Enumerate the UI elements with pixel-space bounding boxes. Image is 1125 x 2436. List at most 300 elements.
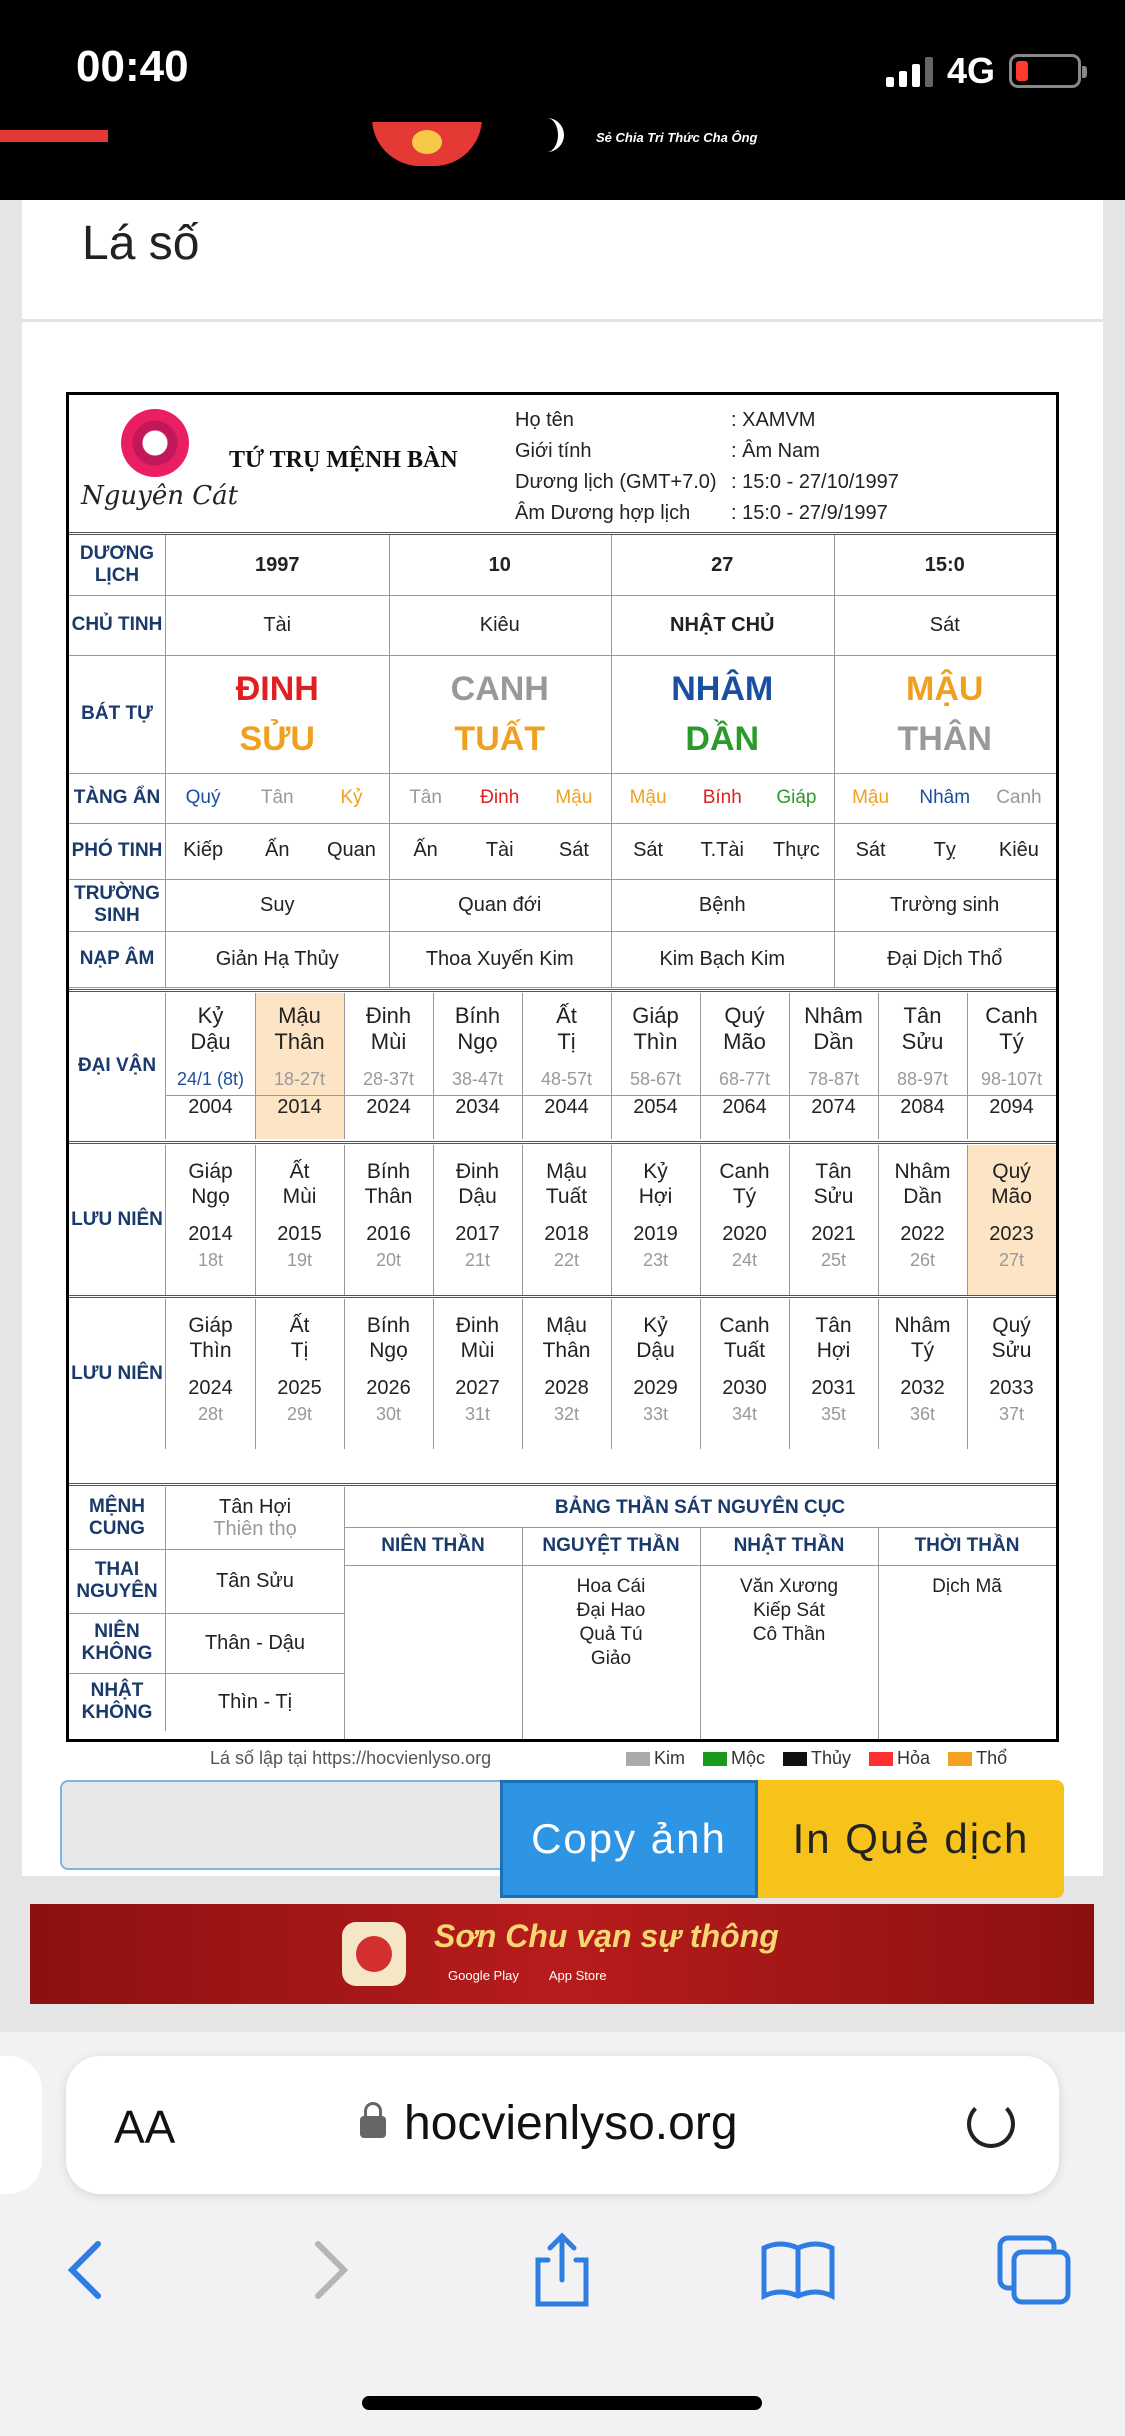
footer-note: Lá số lập tại https://hocvienlyso.org [210, 1748, 492, 1768]
dai-van-year: 2014 [277, 1096, 322, 1118]
dai-van-col [255, 1003, 344, 1119]
luu-nien-col [166, 1313, 255, 1425]
luu-nien-can: Ất [289, 1160, 310, 1183]
tang-an-item: Kỷ [340, 787, 363, 808]
banner-stores [448, 1968, 607, 1983]
legend-label: Hỏa [897, 1748, 931, 1768]
luu-nien-chi: Sửu [813, 1185, 854, 1208]
luu-nien-age: 27t [998, 1250, 1025, 1270]
row-label-tang_an: TÀNG ẨN [69, 773, 166, 823]
pillar-truong-sinh: Quan đới [458, 893, 542, 916]
luu-nien-chi: Sửu [991, 1339, 1032, 1362]
info-key: Giới tính [515, 440, 592, 462]
luu-nien-col [967, 1159, 1056, 1271]
luu-nien-can: Bính [366, 1160, 411, 1183]
pillar-can: CANH [450, 670, 549, 708]
tang-an-item: Mậu [852, 787, 890, 808]
dai-van-age: 28-37t [362, 1069, 415, 1089]
dai-van-can: Đinh [365, 1003, 412, 1028]
luu-nien-age: 35t [820, 1404, 847, 1424]
info-value: : 15:0 - 27/10/1997 [731, 471, 899, 493]
luu-nien-chi: Ngọ [191, 1185, 230, 1208]
dai-van-chi: Tý [999, 1029, 1024, 1054]
luu-nien-col [878, 1159, 967, 1271]
row-label-thai_nguyen: THAI NGUYÊN [69, 1549, 166, 1613]
dai-van-chi: Dậu [190, 1029, 231, 1054]
legend-label: Kim [654, 1748, 685, 1768]
thai-nguyen-value: Tân Sửu [216, 1569, 294, 1592]
luu-nien-can: Tân [815, 1160, 852, 1183]
pho-tinh-item: Tài [485, 839, 514, 861]
pho-tinh-item: Kiêu [998, 839, 1039, 861]
dai-van-year: 2094 [989, 1096, 1034, 1118]
dai-van-year: 2044 [544, 1096, 589, 1118]
luu-nien-col [700, 1159, 789, 1271]
pillar-nap-am: Kim Bạch Kim [659, 947, 786, 970]
browser-toolbar [0, 2220, 1125, 2320]
app-store-badge[interactable]: App Store [548, 1968, 607, 1983]
pillar-can: MẬU [906, 670, 984, 708]
row-label-pho_tinh: PHÓ TINH [69, 823, 166, 879]
info-value: : Âm Nam [731, 440, 820, 462]
dai-van-year: 2004 [188, 1096, 233, 1118]
dai-van-can: Tân [903, 1003, 942, 1028]
luu-nien-can: Mậu [546, 1160, 587, 1183]
luu-nien-age: 28t [197, 1404, 224, 1424]
title-area [22, 200, 1103, 322]
luu-nien-year: 2016 [366, 1223, 411, 1245]
site-tagline: Sẻ Chia Tri Thức Cha Ông [596, 130, 758, 145]
pho-tinh-item: Kiếp [183, 839, 224, 861]
pillar-chu-tinh: NHẬT CHỦ [670, 613, 775, 636]
legend-label: Mộc [731, 1748, 766, 1768]
dai-van-can: Giáp [632, 1003, 679, 1028]
menh-cung-sub: Thiên thọ [213, 1518, 297, 1540]
luu-nien-chi: Dậu [458, 1185, 497, 1208]
luu-nien-year: 2017 [455, 1223, 500, 1245]
luu-nien-age: 33t [642, 1404, 669, 1424]
row-label-luu-nien: LƯU NIÊN [69, 1299, 166, 1449]
pillar-duong-lich: 1997 [255, 553, 300, 576]
luu-nien-chi: Hợi [638, 1185, 673, 1208]
legend-swatch [626, 1752, 650, 1766]
luu-nien-year: 2021 [811, 1223, 856, 1245]
dai-van-age: 98-107t [980, 1069, 1043, 1089]
legend-label: Thủy [811, 1748, 852, 1768]
chart-title: TỨ TRỤ MỆNH BÀN [229, 447, 458, 473]
info-key: Âm Dương hợp lịch [515, 502, 691, 524]
element-legend [626, 1748, 1007, 1769]
luu-nien-chi: Tý [910, 1339, 935, 1362]
nien-khong-value: Thân - Dậu [204, 1631, 306, 1654]
pho-tinh-item: Sát [558, 839, 589, 861]
luu-nien-chi: Thìn [189, 1339, 232, 1362]
luu-nien-chi: Mùi [282, 1185, 317, 1208]
pillar-bat-tu [166, 655, 389, 773]
tabs-icon[interactable] [994, 2230, 1074, 2310]
dai-van-year: 2074 [811, 1096, 856, 1118]
pillar-duong-lich: 27 [711, 553, 734, 576]
dai-van-can: Kỷ [197, 1003, 224, 1028]
tang-an-item: Quý [185, 787, 221, 808]
luu-nien-age: 22t [553, 1250, 580, 1270]
than-sat-item: Văn Xương [739, 1576, 839, 1597]
dai-van-chi: Mùi [370, 1029, 407, 1054]
previous-tab[interactable] [0, 2056, 42, 2194]
tang-an-item: Nhâm [919, 787, 971, 808]
signal-icon [886, 55, 933, 87]
luu-nien-can: Canh [719, 1160, 770, 1183]
luu-nien-year: 2030 [722, 1377, 767, 1399]
luu-nien-col [789, 1159, 878, 1271]
google-play-badge[interactable]: Google Play [448, 1968, 519, 1983]
luu-nien-chi: Thân [364, 1185, 413, 1208]
row-label-duong_lich: DƯƠNG LỊCH [69, 535, 166, 595]
luu-nien-year: 2032 [900, 1377, 945, 1399]
than-sat-item: Kiếp Sát [753, 1600, 825, 1621]
luu-nien-year: 2033 [989, 1377, 1034, 1399]
row-label-dai-van: ĐẠI VẬN [69, 993, 166, 1139]
forward-icon[interactable] [288, 2230, 368, 2310]
luu-nien-col [166, 1159, 255, 1271]
banner-text: Sơn Chu vạn sự thông [434, 1918, 779, 1954]
legend-item [626, 1748, 685, 1769]
luu-nien-col [522, 1313, 611, 1425]
luu-nien-age: 36t [909, 1404, 936, 1424]
luu-nien-can: Nhâm [894, 1160, 951, 1183]
dai-van-can: Mậu [278, 1003, 321, 1028]
luu-nien-age: 23t [642, 1250, 669, 1270]
tang-an-item: Giáp [776, 787, 817, 808]
than-sat-item: Hoa Cái [576, 1576, 646, 1597]
dai-van-can: Ất [556, 1003, 577, 1028]
row-label-luu-nien: LƯU NIÊN [69, 1145, 166, 1295]
dai-van-can: Bính [454, 1003, 501, 1028]
pillar-nap-am: Thoa Xuyến Kim [425, 947, 574, 970]
than-sat-list [522, 1575, 700, 1671]
text-size-button[interactable]: AA [114, 2101, 176, 2153]
file-input-box[interactable] [60, 1780, 504, 1870]
row-label-nap_am: NẠP ÂM [69, 931, 166, 987]
pillar-bat-tu [834, 655, 1057, 773]
row-label-nien_khong: NIÊN KHÔNG [69, 1613, 166, 1673]
dai-van-chi: Thân [274, 1029, 325, 1054]
luu-nien-age: 30t [375, 1404, 402, 1424]
luu-nien-can: Đinh [455, 1314, 500, 1337]
status-time: 00:40 [76, 42, 189, 91]
legend-swatch [783, 1752, 807, 1766]
luu-nien-age: 24t [731, 1250, 758, 1270]
bang-col-header: NHẬT THẦN [733, 1535, 845, 1556]
luu-nien-year: 2014 [188, 1223, 233, 1245]
pillar-chi: THÂN [897, 720, 992, 758]
pillar-can: ĐINH [235, 670, 319, 708]
luu-nien-year: 2028 [544, 1377, 589, 1399]
legend-swatch [948, 1752, 972, 1766]
pillar-chu-tinh: Sát [929, 613, 960, 636]
luu-nien-col [255, 1313, 344, 1425]
luu-nien-year: 2024 [188, 1377, 233, 1399]
battery-icon [1009, 54, 1081, 88]
dai-van-col [433, 1003, 522, 1119]
dai-van-year: 2084 [900, 1096, 945, 1118]
tang-an-item: Tân [409, 787, 442, 808]
luu-nien-year: 2025 [277, 1377, 322, 1399]
luu-nien-can: Ất [289, 1314, 310, 1337]
legend-swatch [703, 1752, 727, 1766]
luu-nien-can: Nhâm [894, 1314, 951, 1337]
pillar-bat-tu [389, 655, 612, 773]
site-logo-icon[interactable] [368, 118, 486, 170]
info-key: Họ tên [515, 409, 574, 431]
url-bar[interactable] [66, 2056, 1059, 2194]
menh-cung-cell [166, 1487, 344, 1549]
luu-nien-chi: Ngọ [369, 1339, 408, 1362]
dai-van-can: Quý [724, 1003, 765, 1028]
status-bar [0, 0, 1125, 200]
pillar-chi: TUẤT [454, 720, 546, 758]
dai-van-age: 18-27t [273, 1069, 326, 1089]
luu-nien-col [878, 1313, 967, 1425]
info-value: : XAMVM [731, 409, 816, 431]
person-info [515, 405, 899, 529]
reload-icon[interactable] [967, 2100, 1015, 2148]
luu-nien-age: 19t [286, 1250, 313, 1270]
luu-nien-can: Quý [992, 1160, 1031, 1183]
luu-nien-chi: Dậu [636, 1339, 675, 1362]
dai-van-col [789, 1003, 878, 1119]
luu-nien-year: 2031 [811, 1377, 856, 1399]
copy-image-button[interactable]: Copy ảnh [500, 1780, 758, 1898]
info-row [515, 405, 899, 436]
dai-van-chi: Mão [723, 1029, 766, 1054]
luu-nien-age: 29t [286, 1404, 313, 1424]
luu-nien-chi: Tuất [545, 1185, 588, 1208]
pillar-truong-sinh: Bệnh [698, 893, 746, 916]
info-row [515, 436, 899, 467]
dai-van-age: 78-87t [807, 1069, 860, 1089]
luu-nien-can: Canh [719, 1314, 770, 1337]
legend-item [869, 1748, 930, 1769]
luu-nien-year: 2019 [633, 1223, 678, 1245]
dai-van-age: 88-97t [896, 1069, 949, 1089]
than-sat-list [878, 1575, 1056, 1599]
luu-nien-can: Kỷ [643, 1314, 668, 1337]
dai-van-age: 48-57t [540, 1069, 593, 1089]
pho-tinh-item: Sát [633, 839, 664, 861]
luu-nien-age: 21t [464, 1250, 491, 1270]
luu-nien-year: 2020 [722, 1223, 767, 1245]
network-type: 4G [946, 50, 995, 91]
pillar-chi: DẦN [685, 720, 760, 758]
pillar-chu-tinh: Tài [263, 613, 292, 636]
dai-van-col [166, 1003, 255, 1119]
pho-tinh-item: T.Tài [700, 839, 744, 861]
tang-an-item: Mậu [555, 787, 593, 808]
luu-nien-can: Tân [815, 1314, 852, 1337]
dai-van-can: Canh [985, 1003, 1038, 1028]
luu-nien-chi: Mùi [460, 1339, 495, 1362]
site-brand-mark-icon [530, 118, 564, 152]
pillar-truong-sinh: Suy [260, 893, 295, 916]
row-label-bat_tu: BÁT TỰ [69, 655, 166, 773]
pillar-bat-tu [611, 655, 834, 773]
than-sat-item: Giảo [590, 1648, 632, 1669]
luu-nien-age: 32t [553, 1404, 580, 1424]
dai-van-age: 68-77t [718, 1069, 771, 1089]
tang-an-item: Bính [702, 787, 742, 808]
pillar-nap-am: Giản Hạ Thủy [215, 947, 339, 970]
info-value: : 15:0 - 27/9/1997 [731, 502, 888, 524]
luu-nien-col [967, 1313, 1056, 1425]
tang-an-item: Mậu [629, 787, 667, 808]
luu-nien-col [611, 1159, 700, 1271]
menh-cung-value: Tân Hợi [218, 1496, 292, 1518]
luu-nien-age: 18t [197, 1250, 224, 1270]
dai-van-col [878, 1003, 967, 1119]
luu-nien-chi: Hợi [816, 1339, 851, 1362]
dai-van-chi: Thìn [633, 1029, 678, 1054]
bang-col-header: NGUYỆT THẦN [542, 1535, 680, 1556]
pillar-chi: SỬU [239, 720, 315, 758]
than-sat-item: Quả Tú [579, 1624, 643, 1645]
dai-van-chi: Ngọ [457, 1029, 498, 1054]
dai-van-year: 2054 [633, 1096, 678, 1118]
dai-van-col [344, 1003, 433, 1119]
dai-van-chi: Sửu [901, 1029, 944, 1054]
luu-nien-col [433, 1313, 522, 1425]
row-label-truong_sinh: TRƯỜNG SINH [69, 879, 166, 931]
luu-nien-col [700, 1313, 789, 1425]
menu-strip[interactable] [0, 130, 108, 142]
than-sat-item: Đại Hao [576, 1600, 646, 1621]
dai-van-col [522, 1003, 611, 1119]
url-text[interactable]: hocvienlyso.org [404, 2097, 738, 2150]
status-indicators [886, 50, 1081, 92]
luu-nien-can: Giáp [188, 1160, 233, 1183]
than-sat-list [700, 1575, 878, 1647]
dai-van-col [700, 1003, 789, 1119]
bang-col-header: THỜI THẦN [914, 1535, 1020, 1556]
luu-nien-age: 20t [375, 1250, 402, 1270]
luu-nien-year: 2022 [900, 1223, 945, 1245]
app-banner[interactable] [30, 1904, 1094, 2004]
luu-nien-chi: Tuất [723, 1339, 766, 1362]
back-icon[interactable] [48, 2230, 128, 2310]
print-que-dich-button[interactable]: In Quẻ dịch [758, 1780, 1064, 1898]
luu-nien-year: 2023 [989, 1223, 1034, 1245]
pillar-duong-lich: 15:0 [924, 553, 965, 576]
dai-van-col [611, 1003, 700, 1119]
pho-tinh-item: Tỵ [933, 839, 956, 861]
luu-nien-age: 31t [464, 1404, 491, 1424]
dai-van-chi: Dần [813, 1029, 854, 1054]
luu-nien-year: 2015 [277, 1223, 322, 1245]
dai-van-year: 2064 [722, 1096, 767, 1118]
pho-tinh-item: Thực [773, 839, 820, 861]
legend-item [783, 1748, 851, 1769]
luu-nien-col [611, 1313, 700, 1425]
bookmarks-icon[interactable] [758, 2230, 838, 2310]
luu-nien-can: Mậu [546, 1314, 587, 1337]
dai-van-year: 2034 [455, 1096, 500, 1118]
luu-nien-year: 2026 [366, 1377, 411, 1399]
dai-van-can: Nhâm [804, 1003, 863, 1028]
tang-an-item: Đinh [480, 787, 520, 808]
pillar-nap-am: Đại Dịch Thổ [887, 947, 1003, 970]
pillar-chu-tinh: Kiêu [479, 613, 520, 636]
info-key: Dương lịch (GMT+7.0) [515, 471, 717, 493]
pillar-can: NHÂM [671, 670, 774, 708]
dai-van-year: 2024 [366, 1096, 411, 1118]
share-icon[interactable] [522, 2230, 602, 2310]
chart-header [69, 395, 1056, 535]
pho-tinh-item: Sát [855, 839, 886, 861]
info-row [515, 498, 899, 529]
luu-nien-chi: Dần [903, 1185, 942, 1208]
luu-nien-col [433, 1159, 522, 1271]
home-indicator [362, 2396, 762, 2410]
than-sat-item: Dịch Mã [932, 1576, 1002, 1597]
pho-tinh-item: Ấn [265, 839, 290, 861]
lock-icon [360, 2116, 386, 2138]
luu-nien-can: Đinh [455, 1160, 500, 1183]
legend-item [948, 1748, 1007, 1769]
luu-nien-col [255, 1159, 344, 1271]
nhat-khong-value: Thìn - Tị [217, 1690, 293, 1713]
dai-van-age: 38-47t [451, 1069, 504, 1089]
luu-nien-age: 34t [731, 1404, 758, 1424]
luu-nien-age: 37t [998, 1404, 1025, 1424]
luu-nien-can: Giáp [188, 1314, 233, 1337]
luu-nien-can: Quý [992, 1314, 1031, 1337]
pillar-truong-sinh: Trường sinh [890, 893, 1000, 916]
luu-nien-chi: Thân [542, 1339, 591, 1362]
pho-tinh-item: Quan [326, 839, 376, 861]
legend-swatch [869, 1752, 893, 1766]
legend-item [703, 1748, 765, 1769]
tang-an-item: Tân [260, 787, 294, 808]
app-logo-icon [342, 1922, 406, 1986]
bang-col-header: NIÊN THẦN [381, 1535, 485, 1556]
tu-tru-chart [66, 392, 1059, 1742]
pho-tinh-item: Ấn [413, 839, 438, 861]
than-sat-item: Cô Thần [752, 1624, 826, 1645]
legend-label: Thổ [976, 1748, 1008, 1768]
dai-van-age: 24/1 (8t) [176, 1069, 245, 1089]
row-label-nhat_khong: NHẬT KHÔNG [69, 1673, 166, 1731]
luu-nien-can: Bính [366, 1314, 411, 1337]
tang-an-item: Canh [996, 787, 1042, 808]
dai-van-chi: Tị [557, 1029, 576, 1054]
luu-nien-chi: Tý [732, 1185, 757, 1208]
luu-nien-year: 2029 [633, 1377, 678, 1399]
logo-text: Nguyên Cát [81, 481, 239, 511]
luu-nien-col [522, 1159, 611, 1271]
nguyen-cat-logo-icon [121, 409, 189, 477]
luu-nien-year: 2027 [455, 1377, 500, 1399]
info-row [515, 467, 899, 498]
luu-nien-col [789, 1313, 878, 1425]
row-label-chu_tinh: CHỦ TINH [69, 595, 166, 655]
bang-than-sat-title: BẢNG THẦN SÁT NGUYÊN CỤC [554, 1497, 846, 1518]
luu-nien-year: 2018 [544, 1223, 589, 1245]
luu-nien-col [344, 1159, 433, 1271]
dai-van-col [967, 1003, 1056, 1119]
luu-nien-age: 25t [820, 1250, 847, 1270]
pillar-duong-lich: 10 [488, 553, 511, 576]
luu-nien-col [344, 1313, 433, 1425]
